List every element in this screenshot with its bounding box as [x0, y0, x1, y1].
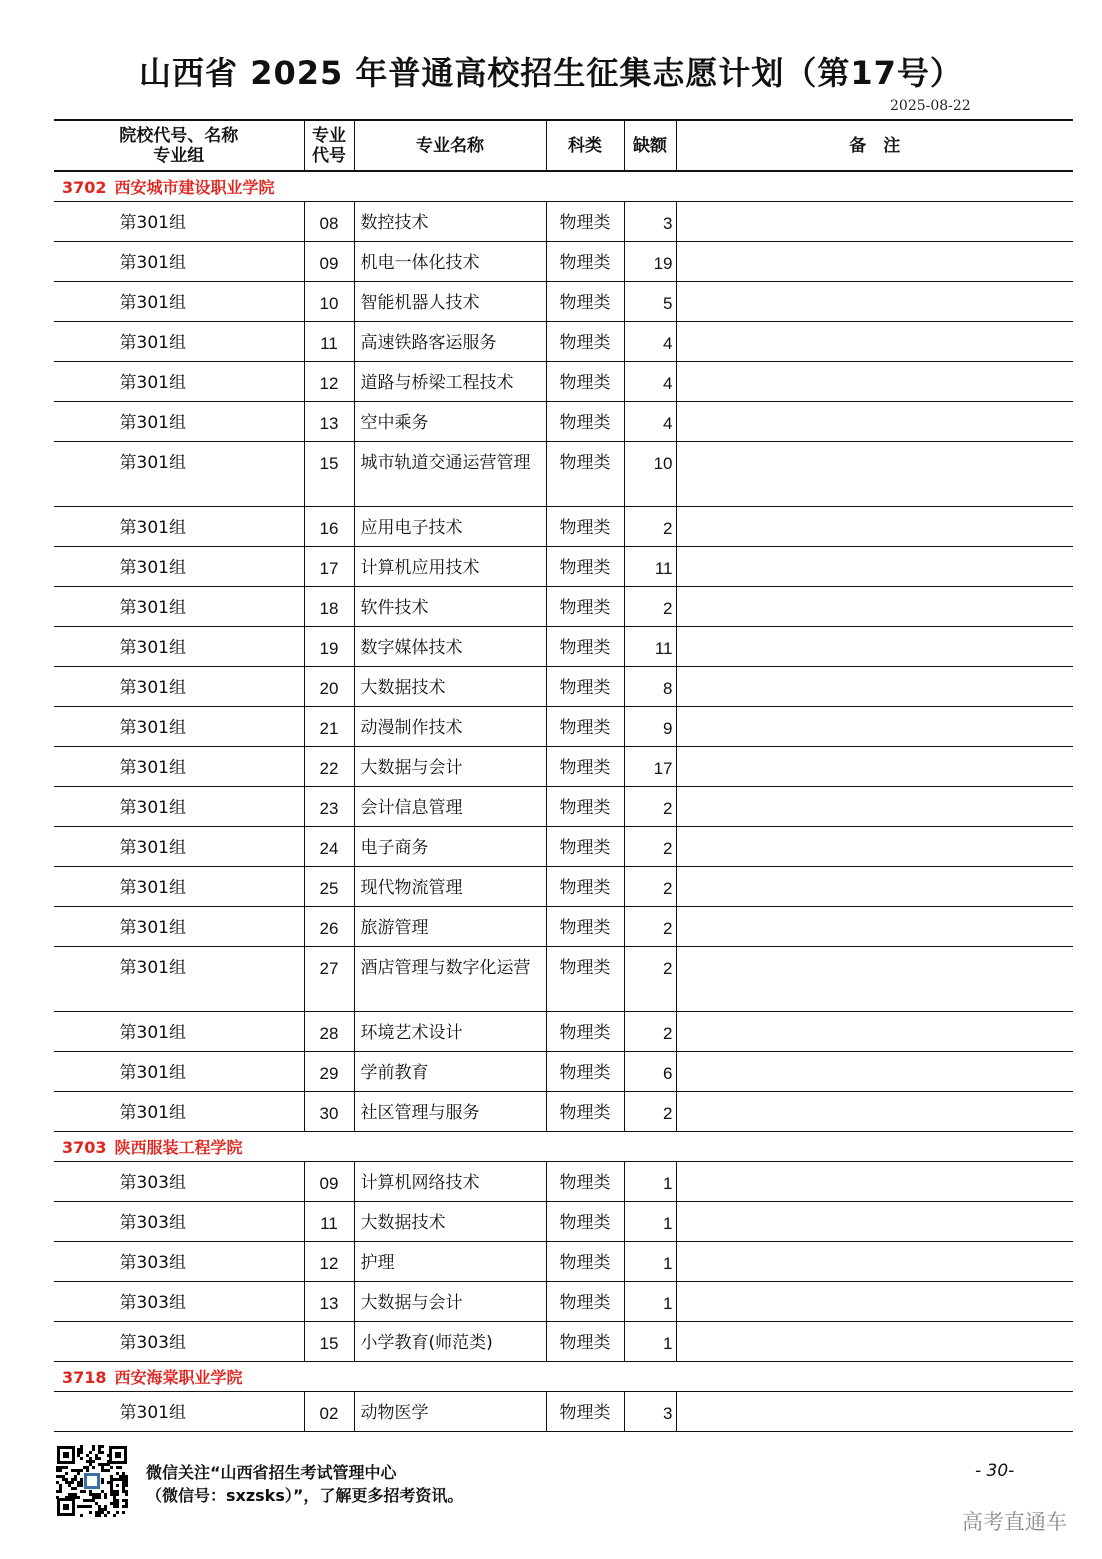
category-cell: 物理类 [546, 322, 624, 362]
major-group-text: 第301组 [119, 373, 186, 393]
major-group-cell [54, 242, 304, 282]
watermark: 高考直通车 [962, 1510, 1067, 1534]
quota-cell: 17 [624, 747, 676, 787]
major-group-text: 第301组 [119, 413, 186, 433]
table-row [54, 547, 1073, 587]
category-cell: 物理类 [546, 1322, 624, 1362]
quota-cell: 2 [624, 947, 676, 1012]
major-name-cell: 大数据技术 [354, 667, 546, 707]
major-group-text: 第301组 [119, 213, 186, 233]
major-name-cell: 环境艺术设计 [354, 1012, 546, 1052]
remark-cell [676, 242, 1073, 282]
major-name-cell: 计算机网络技术 [354, 1162, 546, 1202]
quota-cell: 3 [624, 1392, 676, 1432]
category-cell: 物理类 [546, 1162, 624, 1202]
major-name-cell: 城市轨道交通运营管理 [354, 442, 546, 507]
major-name-cell: 护理 [354, 1242, 546, 1282]
table-row [54, 242, 1073, 282]
remark-cell [676, 1012, 1073, 1052]
major-code-cell: 28 [304, 1012, 354, 1052]
major-code-cell: 19 [304, 627, 354, 667]
header-category: 科类 [546, 120, 624, 171]
quota-cell: 2 [624, 507, 676, 547]
table-row [54, 787, 1073, 827]
major-group-cell [54, 667, 304, 707]
major-group-cell [54, 747, 304, 787]
remark-cell [676, 1202, 1073, 1242]
table-row [54, 1282, 1073, 1322]
major-name-cell: 动漫制作技术 [354, 707, 546, 747]
major-group-cell [54, 442, 304, 507]
quota-cell: 4 [624, 402, 676, 442]
enrollment-plan-table [54, 119, 1073, 1432]
school-code: 3718 [62, 1368, 107, 1387]
remark-cell [676, 1052, 1073, 1092]
major-code-cell: 25 [304, 867, 354, 907]
category-cell: 物理类 [546, 402, 624, 442]
quota-cell: 11 [624, 627, 676, 667]
major-group-cell [54, 1322, 304, 1362]
quota-cell: 2 [624, 587, 676, 627]
quota-cell: 1 [624, 1162, 676, 1202]
category-cell: 物理类 [546, 627, 624, 667]
major-name-cell: 动物医学 [354, 1392, 546, 1432]
table-row [54, 1322, 1073, 1362]
publish-date: 2025-08-22 [890, 98, 971, 114]
category-cell: 物理类 [546, 667, 624, 707]
quota-cell: 2 [624, 867, 676, 907]
remark-cell [676, 322, 1073, 362]
major-group-text: 第301组 [119, 293, 186, 313]
quota-cell: 11 [624, 547, 676, 587]
major-group-cell [54, 322, 304, 362]
category-cell: 物理类 [546, 907, 624, 947]
remark-cell [676, 282, 1073, 322]
table-row [54, 282, 1073, 322]
remark-cell [676, 747, 1073, 787]
table-row [54, 707, 1073, 747]
category-cell: 物理类 [546, 362, 624, 402]
major-group-cell [54, 1202, 304, 1242]
major-code-cell: 24 [304, 827, 354, 867]
table-header [54, 120, 1073, 171]
table-row [54, 1092, 1073, 1132]
school-name: 西安城市建设职业学院 [114, 178, 275, 197]
major-name-cell: 酒店管理与数字化运营 [354, 947, 546, 1012]
major-group-cell [54, 627, 304, 667]
quota-cell: 1 [624, 1282, 676, 1322]
quota-cell: 4 [624, 322, 676, 362]
major-group-text: 第301组 [119, 518, 186, 538]
table-row [54, 1202, 1073, 1242]
table-row [54, 1052, 1073, 1092]
quota-cell: 2 [624, 787, 676, 827]
table-row [54, 827, 1073, 867]
school-code: 3702 [62, 178, 107, 197]
major-group-cell [54, 1012, 304, 1052]
quota-cell: 4 [624, 362, 676, 402]
quota-cell: 2 [624, 1092, 676, 1132]
table-row [54, 1392, 1073, 1432]
major-group-cell [54, 282, 304, 322]
category-cell: 物理类 [546, 947, 624, 1012]
major-name-cell: 智能机器人技术 [354, 282, 546, 322]
major-group-text: 第301组 [119, 598, 186, 618]
table-row [54, 442, 1073, 507]
major-group-text: 第303组 [119, 1333, 186, 1353]
major-name-cell: 数字媒体技术 [354, 627, 546, 667]
major-name-cell: 电子商务 [354, 827, 546, 867]
header-quota: 缺额 [624, 120, 676, 171]
category-cell: 物理类 [546, 827, 624, 867]
major-group-text: 第301组 [119, 1063, 186, 1083]
major-name-cell: 社区管理与服务 [354, 1092, 546, 1132]
major-name-cell: 大数据技术 [354, 1202, 546, 1242]
major-group-cell [54, 1242, 304, 1282]
quota-cell: 6 [624, 1052, 676, 1092]
remark-cell [676, 442, 1073, 507]
category-cell: 物理类 [546, 787, 624, 827]
major-group-cell [54, 1052, 304, 1092]
major-code-cell: 22 [304, 747, 354, 787]
table-row [54, 1162, 1073, 1202]
major-code-cell: 15 [304, 1322, 354, 1362]
quota-cell: 3 [624, 202, 676, 242]
table-row [54, 1242, 1073, 1282]
page-title: 山西省 2025 年普通高校招生征集志愿计划（第17号） [139, 54, 963, 92]
remark-cell [676, 547, 1073, 587]
table-row [54, 947, 1073, 1012]
major-name-cell: 数控技术 [354, 202, 546, 242]
school-header-row [54, 1132, 1073, 1162]
table-row [54, 747, 1073, 787]
major-group-cell [54, 787, 304, 827]
major-group-text: 第301组 [119, 758, 186, 778]
category-cell: 物理类 [546, 1392, 624, 1432]
major-name-cell: 大数据与会计 [354, 1282, 546, 1322]
major-group-text: 第301组 [119, 1403, 186, 1423]
major-code-cell: 02 [304, 1392, 354, 1432]
major-name-cell: 高速铁路客运服务 [354, 322, 546, 362]
category-cell: 物理类 [546, 242, 624, 282]
major-code-cell: 15 [304, 442, 354, 507]
remark-cell [676, 907, 1073, 947]
major-code-cell: 13 [304, 1282, 354, 1322]
major-code-cell: 21 [304, 707, 354, 747]
major-group-text: 第301组 [119, 878, 186, 898]
category-cell: 物理类 [546, 507, 624, 547]
remark-cell [676, 1392, 1073, 1432]
remark-cell [676, 827, 1073, 867]
major-code-cell: 11 [304, 1202, 354, 1242]
major-code-cell: 11 [304, 322, 354, 362]
major-code-cell: 23 [304, 787, 354, 827]
category-cell: 物理类 [546, 1012, 624, 1052]
major-group-text: 第301组 [119, 958, 186, 978]
remark-cell [676, 1162, 1073, 1202]
header-remark: 备 注 [676, 120, 1073, 171]
table-row [54, 402, 1073, 442]
major-code-cell: 20 [304, 667, 354, 707]
major-name-cell: 大数据与会计 [354, 747, 546, 787]
quota-cell: 19 [624, 242, 676, 282]
category-cell: 物理类 [546, 1282, 624, 1322]
category-cell: 物理类 [546, 1052, 624, 1092]
category-cell: 物理类 [546, 282, 624, 322]
school-name: 西安海棠职业学院 [114, 1368, 243, 1387]
table-row [54, 627, 1073, 667]
quota-cell: 1 [624, 1242, 676, 1282]
table-row [54, 362, 1073, 402]
major-code-cell: 16 [304, 507, 354, 547]
table-row [54, 322, 1073, 362]
major-code-cell: 10 [304, 282, 354, 322]
major-group-text: 第303组 [119, 1213, 186, 1233]
major-group-cell [54, 1162, 304, 1202]
remark-cell [676, 787, 1073, 827]
major-group-cell [54, 1282, 304, 1322]
quota-cell: 2 [624, 827, 676, 867]
school-header-row [54, 1362, 1073, 1392]
major-group-text: 第301组 [119, 1023, 186, 1043]
major-name-cell: 机电一体化技术 [354, 242, 546, 282]
category-cell: 物理类 [546, 202, 624, 242]
major-code-cell: 12 [304, 1242, 354, 1282]
major-group-cell [54, 707, 304, 747]
quota-cell: 1 [624, 1322, 676, 1362]
major-group-text: 第301组 [119, 253, 186, 273]
major-group-text: 第303组 [119, 1253, 186, 1273]
major-code-cell: 30 [304, 1092, 354, 1132]
quota-cell: 9 [624, 707, 676, 747]
category-cell: 物理类 [546, 1202, 624, 1242]
remark-cell [676, 627, 1073, 667]
table-body [54, 171, 1073, 1432]
category-cell: 物理类 [546, 747, 624, 787]
quota-cell: 10 [624, 442, 676, 507]
major-group-text: 第301组 [119, 678, 186, 698]
major-group-cell [54, 587, 304, 627]
quota-cell: 5 [624, 282, 676, 322]
major-code-cell: 18 [304, 587, 354, 627]
major-group-cell [54, 907, 304, 947]
remark-cell [676, 507, 1073, 547]
major-group-text: 第303组 [119, 1293, 186, 1313]
major-group-cell [54, 827, 304, 867]
major-group-text: 第301组 [119, 798, 186, 818]
quota-cell: 2 [624, 1012, 676, 1052]
major-code-cell: 29 [304, 1052, 354, 1092]
remark-cell [676, 1242, 1073, 1282]
major-name-cell: 现代物流管理 [354, 867, 546, 907]
major-name-cell: 旅游管理 [354, 907, 546, 947]
remark-cell [676, 587, 1073, 627]
table-row [54, 507, 1073, 547]
quota-cell: 2 [624, 907, 676, 947]
category-cell: 物理类 [546, 547, 624, 587]
major-group-cell [54, 402, 304, 442]
school-name: 陕西服装工程学院 [114, 1138, 243, 1157]
remark-cell [676, 947, 1073, 1012]
major-name-cell: 会计信息管理 [354, 787, 546, 827]
table-row [54, 907, 1073, 947]
category-cell: 物理类 [546, 1092, 624, 1132]
major-group-text: 第301组 [119, 838, 186, 858]
remark-cell [676, 667, 1073, 707]
page-number: - 30- [975, 1461, 1015, 1481]
major-group-text: 第301组 [119, 918, 186, 938]
major-group-text: 第301组 [119, 558, 186, 578]
major-group-cell [54, 507, 304, 547]
major-name-cell: 计算机应用技术 [354, 547, 546, 587]
major-group-text: 第301组 [119, 453, 186, 473]
major-group-text: 第301组 [119, 1103, 186, 1123]
major-code-cell: 12 [304, 362, 354, 402]
major-group-cell [54, 1392, 304, 1432]
major-group-cell [54, 547, 304, 587]
major-name-cell: 学前教育 [354, 1052, 546, 1092]
major-code-cell: 09 [304, 242, 354, 282]
category-cell: 物理类 [546, 707, 624, 747]
major-group-text: 第301组 [119, 718, 186, 738]
major-group-cell [54, 362, 304, 402]
major-group-text: 第301组 [119, 638, 186, 658]
major-code-cell: 09 [304, 1162, 354, 1202]
qr-code-icon [56, 1445, 128, 1517]
category-cell: 物理类 [546, 1242, 624, 1282]
table-row [54, 202, 1073, 242]
major-code-cell: 27 [304, 947, 354, 1012]
category-cell: 物理类 [546, 587, 624, 627]
remark-cell [676, 1282, 1073, 1322]
remark-cell [676, 362, 1073, 402]
table-row [54, 867, 1073, 907]
table-row [54, 667, 1073, 707]
quota-cell: 1 [624, 1202, 676, 1242]
remark-cell [676, 867, 1073, 907]
remark-cell [676, 202, 1073, 242]
footer-wechat-note: 微信关注“山西省招生考试管理中心 （微信号：sxzsks）”，了解更多招考资讯。 [146, 1463, 464, 1505]
table-row [54, 1012, 1073, 1052]
school-header-row [54, 171, 1073, 202]
major-name-cell: 应用电子技术 [354, 507, 546, 547]
major-group-text: 第301组 [119, 333, 186, 353]
major-name-cell: 软件技术 [354, 587, 546, 627]
header-major-code: 专业 代号 [304, 120, 354, 171]
major-name-cell: 道路与桥梁工程技术 [354, 362, 546, 402]
major-name-cell: 小学教育(师范类) [354, 1322, 546, 1362]
major-group-cell [54, 202, 304, 242]
major-group-cell [54, 1092, 304, 1132]
remark-cell [676, 1322, 1073, 1362]
major-name-cell: 空中乘务 [354, 402, 546, 442]
major-group-cell [54, 867, 304, 907]
major-code-cell: 08 [304, 202, 354, 242]
major-group-text: 第303组 [119, 1173, 186, 1193]
major-group-cell [54, 947, 304, 1012]
remark-cell [676, 1092, 1073, 1132]
major-code-cell: 17 [304, 547, 354, 587]
category-cell: 物理类 [546, 442, 624, 507]
quota-cell: 8 [624, 667, 676, 707]
remark-cell [676, 707, 1073, 747]
school-code: 3703 [62, 1138, 107, 1157]
table-row [54, 587, 1073, 627]
category-cell: 物理类 [546, 867, 624, 907]
remark-cell [676, 402, 1073, 442]
header-school: 院校代号、名称 专业组 [54, 120, 304, 171]
major-code-cell: 13 [304, 402, 354, 442]
header-major-name: 专业名称 [354, 120, 546, 171]
major-code-cell: 26 [304, 907, 354, 947]
